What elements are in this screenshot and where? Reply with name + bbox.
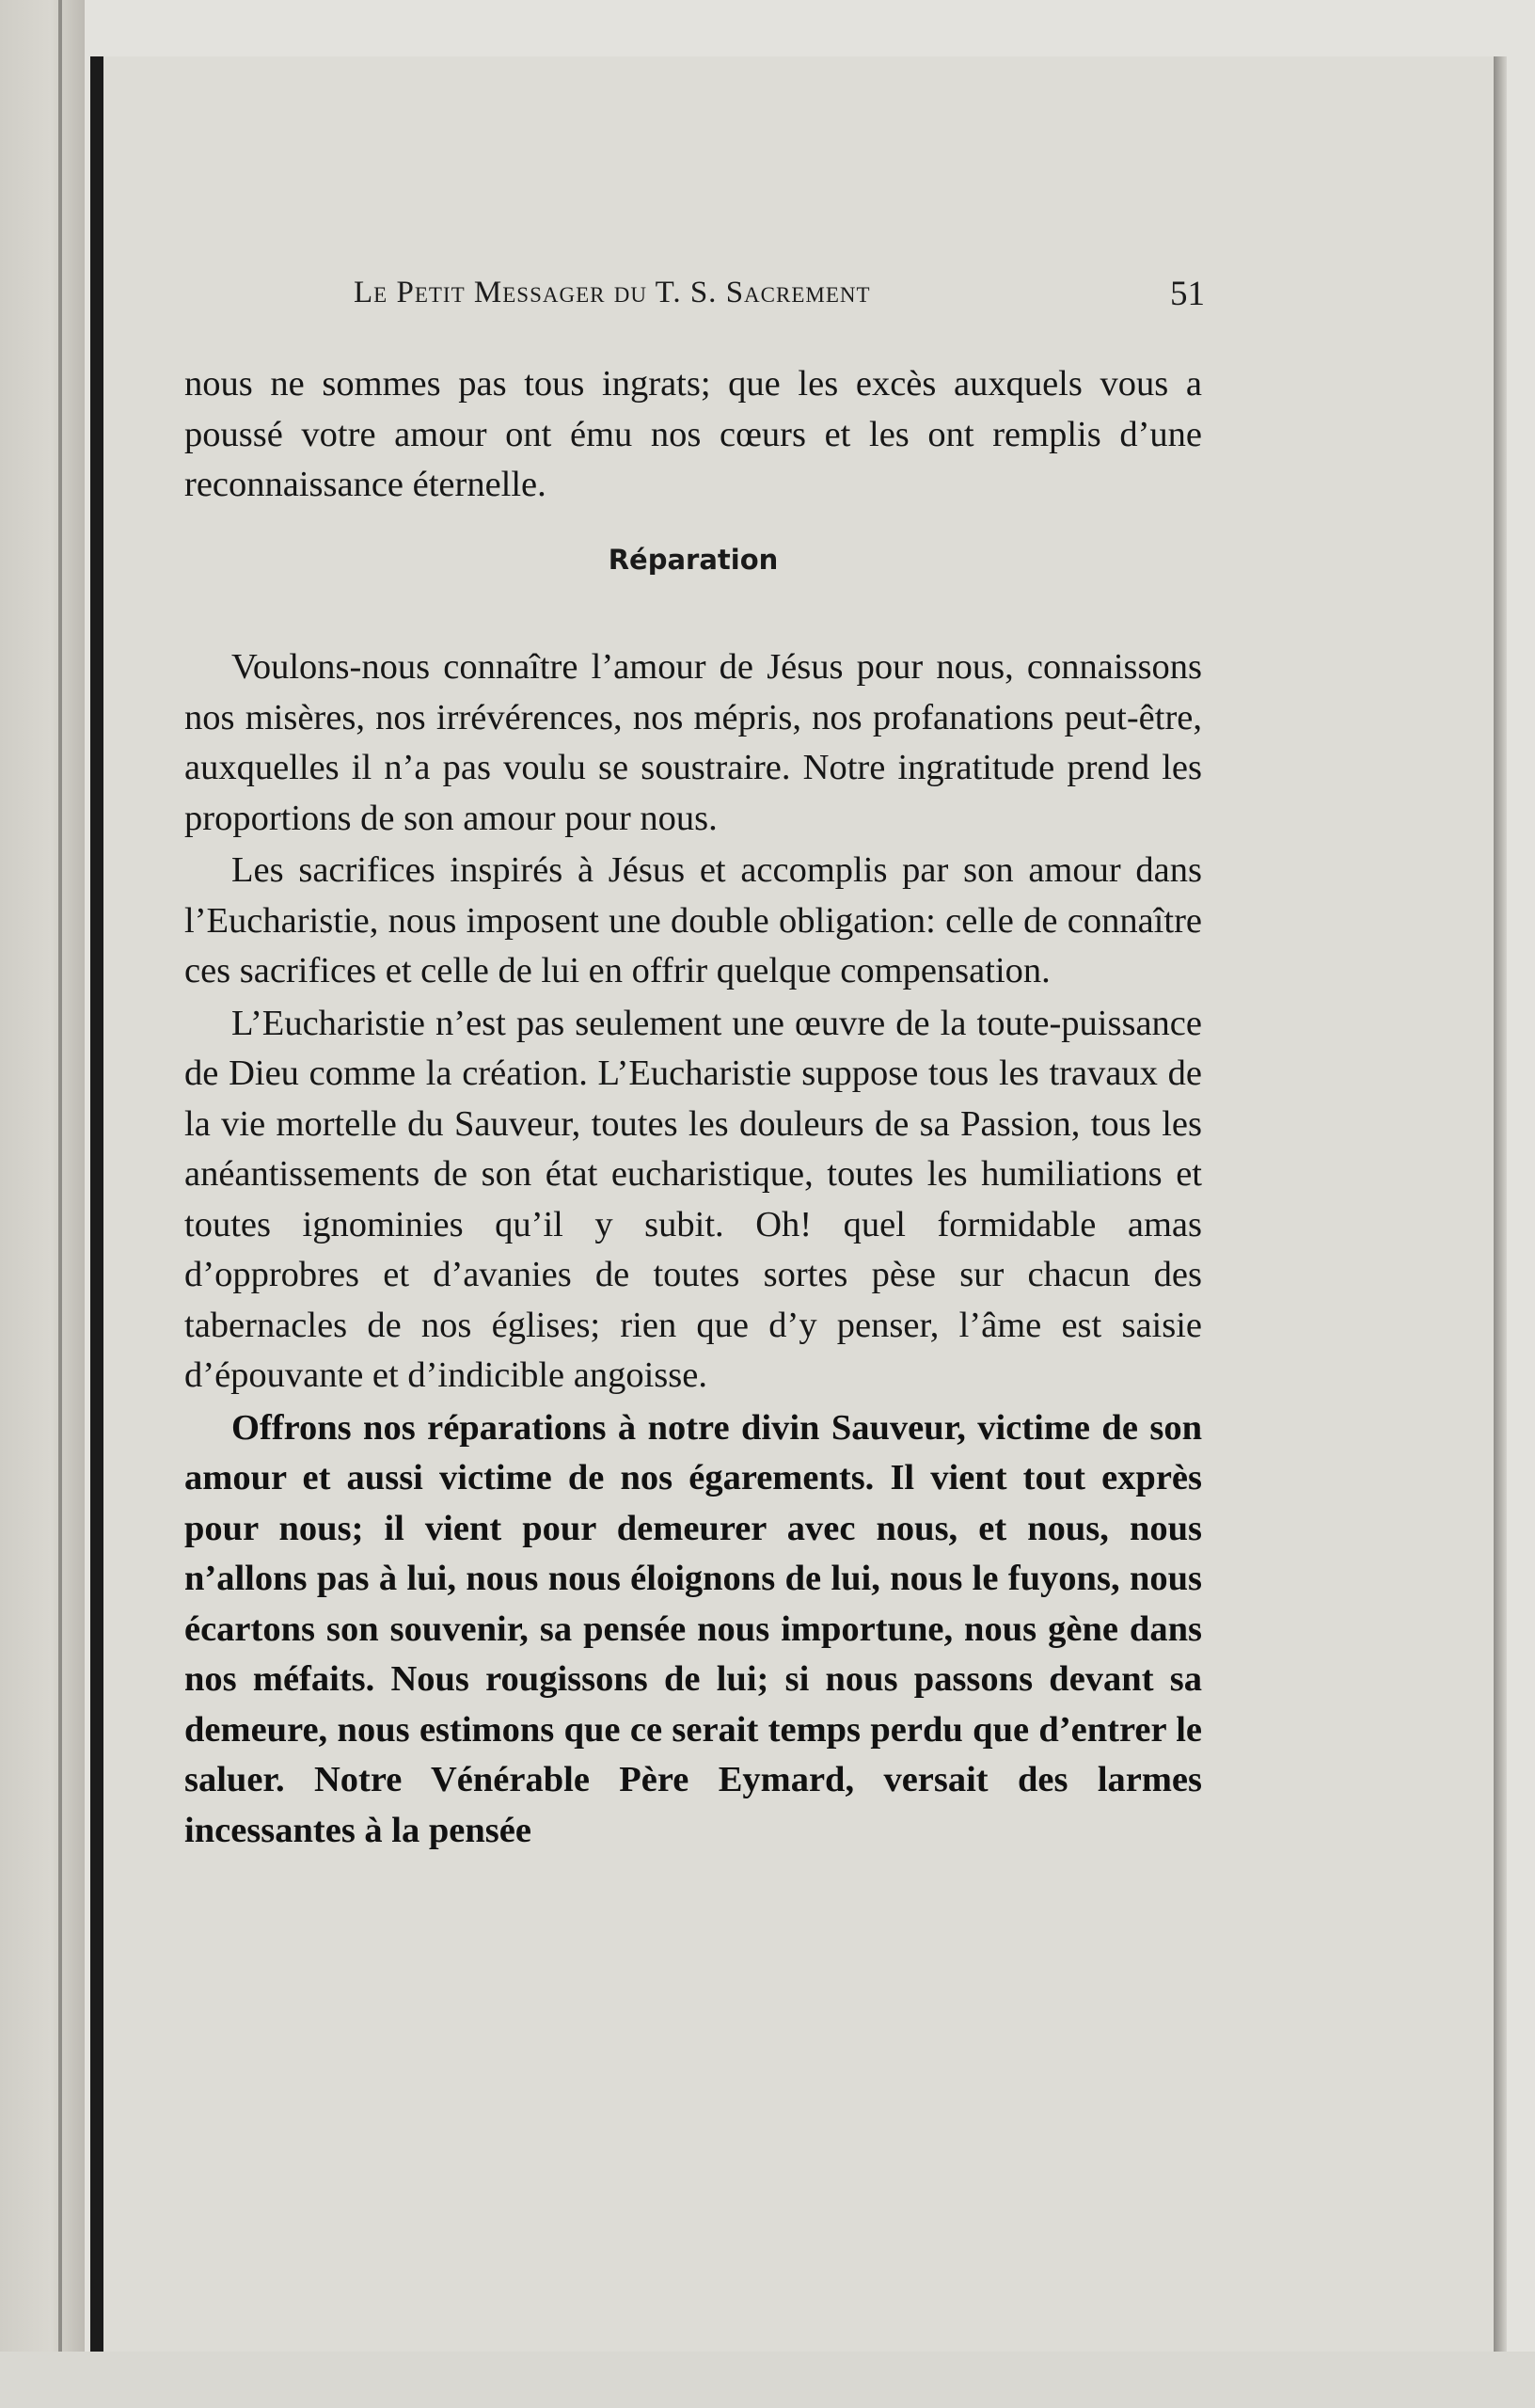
section-body <box>184 642 1202 1858</box>
header-part: Messager <box>465 276 614 309</box>
book-gutter <box>90 56 103 2352</box>
body-paragraph: L’Eucharistie n’est pas seulement une œuvre de la toute-puissance de Dieu comme la création. L’Eucharistie suppose tous les travaux de la vie mortelle du Sauveur, toutes les douleurs de sa Passion, tous les anéantissements de son état eucharistique, toutes les humiliations et toutes ignominies qu’il y subit. Oh! quel formidable amas d’opprobres et d’avanies de toutes sortes pèse sur chacun des tabernacles de nos églises; rien que d’y penser, l’âme est saisie d’épouvante et d’indicible angoisse. <box>184 1003 1202 1395</box>
running-header <box>354 276 1200 310</box>
page-right-edge <box>1494 56 1507 2352</box>
header-part: T. S. <box>646 276 726 309</box>
intro-text-block <box>184 359 1202 511</box>
adjacent-page-edge <box>0 0 85 2408</box>
intro-paragraph: nous ne sommes pas tous ingrats; que les excès auxquels vous a poussé votre amour ont ému nos cœurs et les ont remplis d’une reconnaissance éternelle. <box>184 364 1202 504</box>
body-paragraph: Voulons-nous connaître l’amour de Jésus pour nous, connaissons nos misères, nos irrévérences, nos mépris, nos profanations peut-être, auxquelles il n’a pas voulu se soustraire. Notre ingratitude prend les proportions de son amour pour nous. <box>184 647 1202 838</box>
header-part: Petit <box>396 276 466 309</box>
header-part: Le <box>354 276 397 309</box>
header-part: Sacrement <box>725 276 871 309</box>
body-paragraph: Offrons nos réparations à notre divin Sauveur, victime de son amour et aussi victime de nos égarements. Il vient tout exprès pour nous; il vient pour demeurer avec nous, et nous, nous n’allons pas à lui, nous nous éloignons de lui, nous le fuyons, nous écartons son souvenir, sa pensée nous importune, nous gène dans nos méfaits. Nous rougissons de lui; si nous passons devant sa demeure, nous estimons que ce serait temps perdu que d’entrer le saluer. Notre Vénérable Père Eymard, versait des larmes incessantes à la pensée <box>184 1407 1202 1850</box>
body-paragraph: Les sacrifices inspirés à Jésus et accomplis par son amour dans l’Eucharistie, nous imposent une double obligation: celle de connaître ces sacrifices et celle de lui en offrir quelque compensation. <box>184 850 1202 990</box>
page-edge-shadow <box>58 0 62 2408</box>
header-part: du <box>613 276 647 309</box>
section-heading: Réparation <box>608 544 779 576</box>
scan-bottom-margin <box>0 2352 1535 2408</box>
page-number: 51 <box>1170 275 1205 313</box>
